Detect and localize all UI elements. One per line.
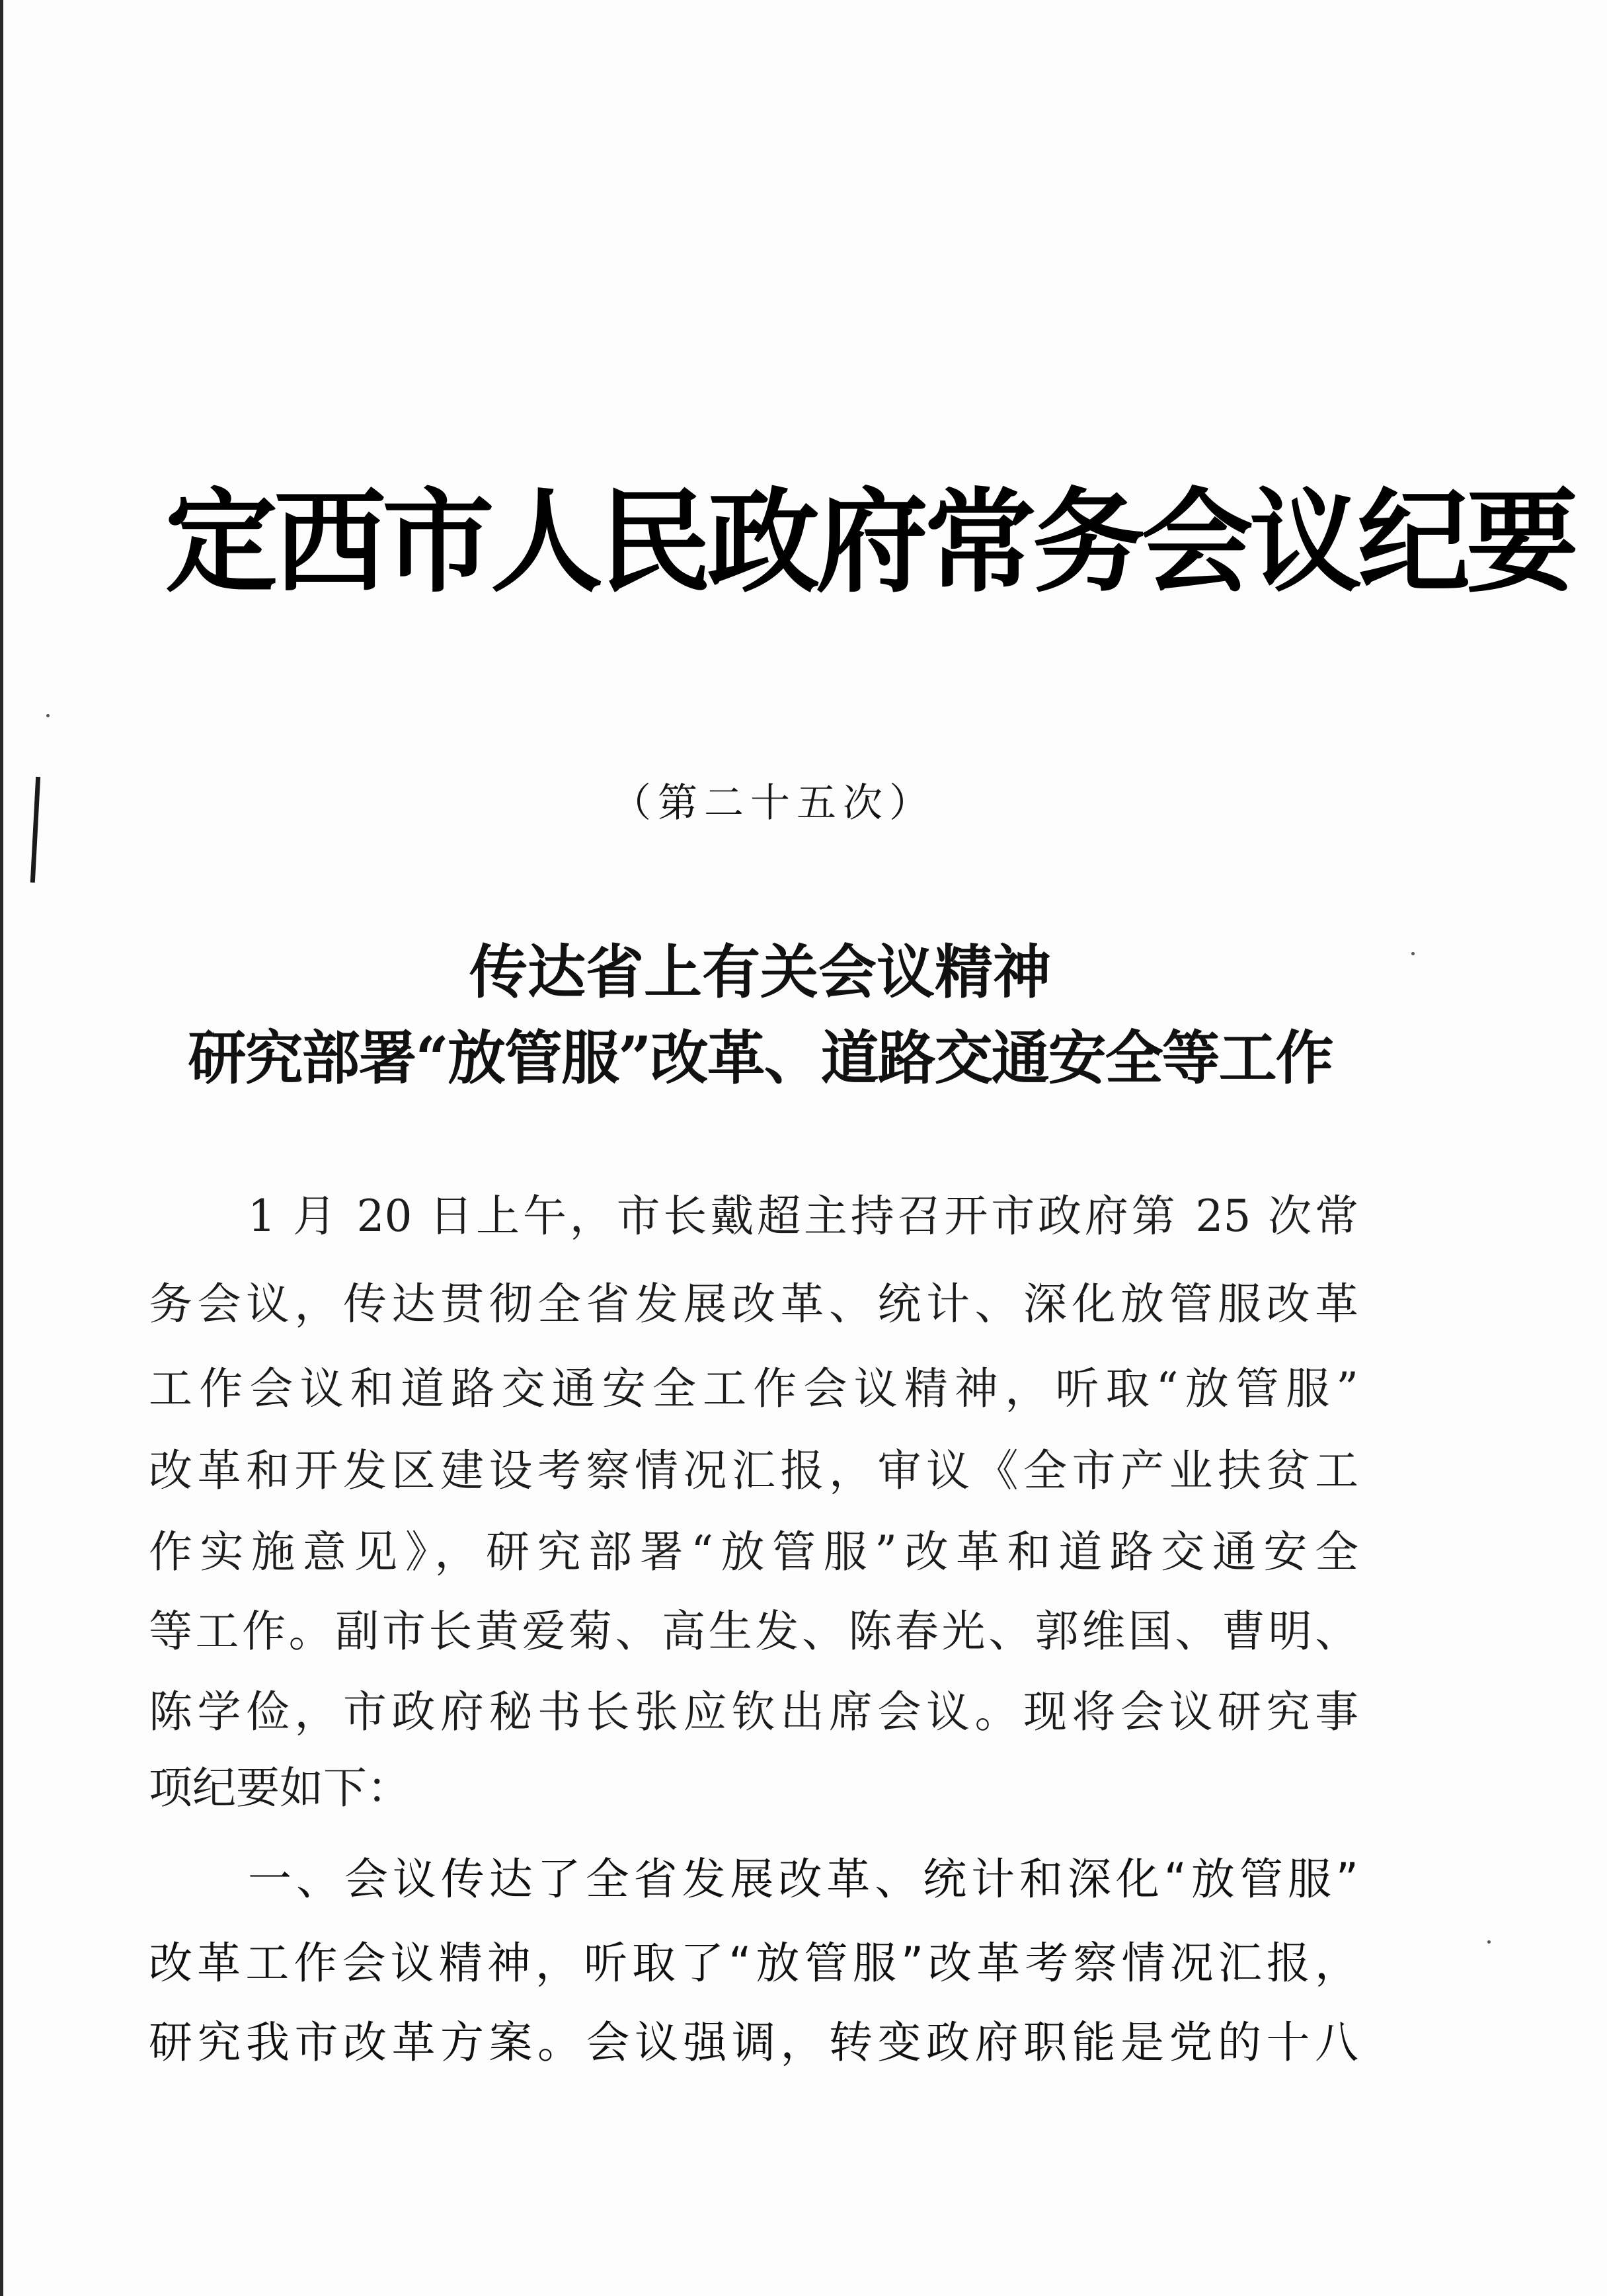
paragraph-1-line: 工作会议和道路交通安全工作会议精神，听取“放管服” bbox=[149, 1363, 1358, 1414]
paragraph-1-line: 项纪要如下： bbox=[149, 1762, 411, 1813]
document-title: 定西市人民政府常务会议纪要 bbox=[165, 476, 1575, 608]
paragraph-2-line: 一、会议传达了全省发展改革、统计和深化“放管服” bbox=[248, 1854, 1358, 1905]
scan-mark bbox=[30, 777, 40, 883]
paragraph-1-line: 陈学俭，市政府秘书长张应钦出席会议。现将会议研究事 bbox=[149, 1686, 1358, 1737]
scan-speck bbox=[1487, 1940, 1491, 1944]
paragraph-1-line: 作实施意见》，研究部署“放管服”改革和道路交通安全 bbox=[149, 1526, 1358, 1577]
scan-edge-line bbox=[0, 0, 3, 2296]
paragraph-1-line: 务会议，传达贯彻全省发展改革、统计、深化放管服改革 bbox=[149, 1279, 1358, 1329]
subtitle-line-1: 传达省上有关会议精神 bbox=[469, 937, 1051, 1006]
paragraph-1-line: 等工作。副市长黄爱菊、高生发、陈春光、郭维国、曹明、 bbox=[149, 1606, 1358, 1657]
paragraph-2-line: 改革工作会议精神，听取了“放管服”改革考察情况汇报， bbox=[149, 1938, 1358, 1989]
paragraph-2-line: 研究我市改革方案。会议强调，转变政府职能是党的十八 bbox=[149, 2017, 1358, 2068]
paragraph-1-line: 1 月 20 日上午，市长戴超主持召开市政府第 25 次常 bbox=[248, 1191, 1358, 1242]
session-number: （第二十五次） bbox=[611, 780, 935, 826]
subtitle-line-2: 研究部署“放管服”改革、道路交通安全等工作 bbox=[188, 1023, 1333, 1092]
paragraph-1-line: 改革和开发区建设考察情况汇报，审议《全市产业扶贫工 bbox=[149, 1445, 1358, 1496]
scan-speck bbox=[46, 714, 50, 717]
